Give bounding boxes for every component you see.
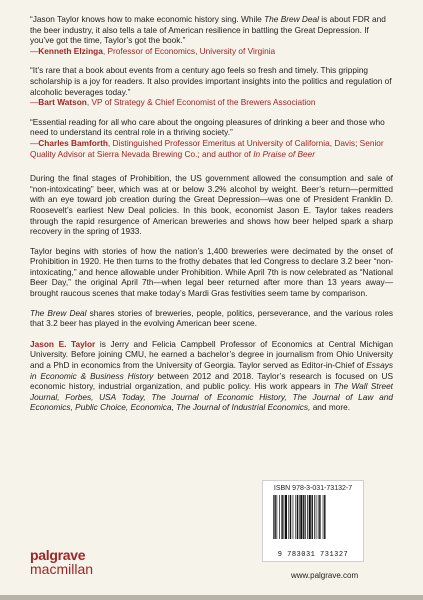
description-paragraph-1: During the final stages of Prohibition, the US government allowed the consumption and sale of “non-intoxicating” beer, which was at or below 3.2% alcohol by weight. Beer’s return—permitted with an eye toward job creation during the Great Depression—was one of President Franklin D. Roosevelt’s earliest New Deal policies. In this book, economist Jason E. Taylor takes readers through the rapid resurgence of American breweries and shows how beer helped spark a sharp recovery in the spring of 1933.: [30, 173, 393, 237]
author-bio: Jason E. Taylor is Jerry and Felicia Campbell Professor of Economics at Central Michigan University. Before joining CMU, he earned a bachelor’s degree in journalism from Ohio University and a PhD in economics from the University of Georgia. Taylor served as Editor-in-Chief of Essays in Economic & Business History between 2012 and 2018. Taylor’s research is focused on US economic history, industrial organization, and public policy. His work appears in The Wall Street Journal, Forbes, USA Today, The Journal of Economic History, The Journal of Law and Economics, Public Choice, Economica, The Journal of Industrial Economics, and more.: [30, 338, 394, 413]
blurb-attribution-2: —Bart Watson, VP of Strategy & Chief Economist of the Brewers Association: [30, 97, 316, 108]
bottom-band: [0, 595, 423, 600]
description-paragraph-2: Taylor begins with stories of how the nation’s 1,400 breweries were decimated by the onset of Prohibition in 1920. He then turns to the frothy debates that led Congress to declare 3.2 beer “non-intoxicating,” and hence allowable under Prohibition. While April 7th is now celebrated as “National Beer Day,” the original April 7th—when legal beer returned after more than 13 years away—brought raucous scenes that make today’s Mardi Gras festivities seem tame by comparison.: [30, 245, 393, 299]
publisher-logo: [30, 548, 93, 576]
description-paragraph-3: The Brew Deal shares stories of breweries, people, politics, perseverance, and the various roles that 3.2 beer has played in the evolving American beer scene.: [30, 307, 393, 329]
blurb-attribution-3: —Charles Bamforth, Distinguished Professor Emeritus at University of California, Davis; Senior Quality Advisor at Sierra Nevada Brewing Co.; and author of In Praise of Beer: [30, 137, 384, 159]
isbn-barcode-box: [262, 480, 364, 562]
blurb-quote-2: “It’s rare that a book about events from a century ago feels so fresh and timely. This gripping scholarship is a joy for readers. It also provides important insights into the politics and regulation of alcoholic beverages today.” —Bart Watson, VP of Strategy & Chief Economist of the Brewers Association: [30, 65, 392, 108]
author-name: Jason E. Taylor: [30, 338, 96, 349]
blurb-quote-3: “Essential reading for all who care about the ongoing pleasures of drinking a beer and those who need to understand its central role in a thriving society.” —Charles Bamforth, Distinguished Professor Emeritus at University of California, Davis; Senior Quality Advisor at Sierra Nevada Brewing Co.; and author of In Praise of Beer: [30, 116, 385, 159]
publisher-logo-line2: macmillan: [30, 561, 94, 577]
back-cover-text: [30, 14, 393, 421]
isbn-label: ISBN 978-3-031-73132-7: [273, 485, 353, 492]
publisher-logo-line1: palgrave: [30, 547, 86, 563]
barcode-icon: [271, 495, 357, 547]
publisher-url: www.palgrave.com: [291, 571, 359, 580]
barcode-digits: 9 783031 731327: [277, 551, 349, 559]
blurb-attribution-1: —Kenneth Elzinga, Professor of Economics, University of Virginia: [30, 45, 276, 56]
blurb-quote-1: “Jason Taylor knows how to make economic history sing. While The Brew Deal is about FDR and the beer industry, it also tells a tale of American resilience in battling the Great Depression. If you’ve got the time, Taylor’s got the book.” —Kenneth Elzinga, Professor of Economics, University of Virginia: [30, 14, 386, 56]
